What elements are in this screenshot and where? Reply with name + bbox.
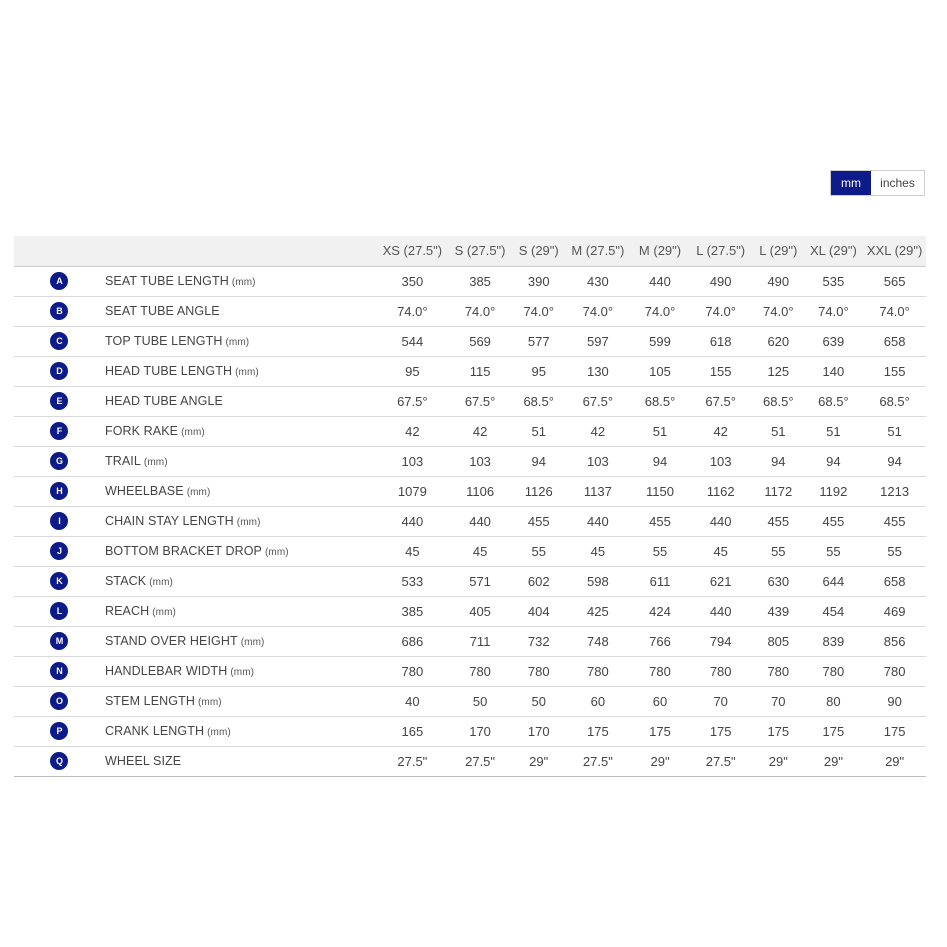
value-cell: 140 [804,356,864,386]
measurement-unit: (mm) [186,487,211,498]
value-cell: 70 [688,686,753,716]
value-cell: 544 [378,326,447,356]
value-cell: 103 [378,446,447,476]
measurement-name-cell [105,506,378,536]
value-cell: 68.5° [863,386,926,416]
value-cell: 780 [632,656,689,686]
table-row [14,626,926,656]
value-cell: 780 [688,656,753,686]
value-cell: 732 [513,626,564,656]
badge-cell [14,656,105,686]
value-cell: 67.5° [378,386,447,416]
value-cell: 74.0° [447,296,514,326]
measurement-name: CRANK LENGTH [104,724,205,738]
value-cell: 780 [564,656,632,686]
value-cell: 80 [804,686,864,716]
value-cell: 27.5" [378,746,447,776]
badge-cell [14,626,105,656]
value-cell: 68.5° [513,386,564,416]
value-cell: 425 [564,596,632,626]
measurement-unit: (mm) [230,667,255,678]
value-cell: 60 [632,686,689,716]
value-cell: 68.5° [804,386,864,416]
value-cell: 45 [378,536,447,566]
value-cell: 175 [804,716,864,746]
measurement-letter-badge: E [50,392,68,410]
value-cell: 490 [688,266,753,296]
value-cell: 74.0° [632,296,689,326]
value-cell: 571 [447,566,514,596]
value-cell: 94 [804,446,864,476]
value-cell: 94 [863,446,926,476]
measurement-name: SEAT TUBE ANGLE [104,304,220,318]
measurement-letter-badge: D [50,362,68,380]
value-cell: 424 [632,596,689,626]
table-row [14,416,926,446]
value-cell: 405 [447,596,514,626]
measurement-letter-badge: B [50,302,68,320]
value-cell: 404 [513,596,564,626]
header-size: M (29") [632,236,689,266]
value-cell: 577 [513,326,564,356]
measurement-unit: (mm) [236,517,261,528]
value-cell: 440 [564,506,632,536]
table-row [14,746,926,776]
measurement-name: CHAIN STAY LENGTH [104,514,234,528]
measurement-unit: (mm) [152,607,176,618]
badge-cell [14,686,105,716]
header-size: M (27.5") [564,236,632,266]
value-cell: 27.5" [564,746,632,776]
value-cell: 602 [513,566,564,596]
table-row [14,476,926,506]
measurement-name-cell [105,686,378,716]
value-cell: 94 [753,446,804,476]
value-cell: 1213 [863,476,926,506]
header-name-blank [105,236,378,266]
table-body [14,266,926,776]
measurement-unit: (mm) [240,637,265,648]
measurement-letter-badge: O [50,692,68,710]
measurement-name: HANDLEBAR WIDTH [104,664,228,678]
measurement-letter-badge: C [50,332,68,350]
measurement-name-cell [105,476,378,506]
value-cell: 125 [753,356,804,386]
value-cell: 103 [688,446,753,476]
value-cell: 55 [863,536,926,566]
measurement-name: HEAD TUBE ANGLE [104,394,223,408]
value-cell: 1172 [753,476,804,506]
value-cell: 1137 [564,476,632,506]
value-cell: 440 [378,506,447,536]
badge-cell [14,536,105,566]
value-cell: 170 [447,716,514,746]
value-cell: 780 [513,656,564,686]
value-cell: 50 [447,686,514,716]
measurement-name-cell [105,626,378,656]
value-cell: 103 [447,446,514,476]
measurement-letter-badge: N [50,662,68,680]
value-cell: 805 [753,626,804,656]
table-row [14,386,926,416]
measurement-unit: (mm) [181,427,205,438]
table-row [14,266,926,296]
inches-unit-button[interactable]: inches [871,171,924,195]
measurement-name-cell [105,536,378,566]
value-cell: 1126 [513,476,564,506]
value-cell: 60 [564,686,632,716]
value-cell: 105 [632,356,689,386]
table-row [14,536,926,566]
badge-cell [14,446,105,476]
value-cell: 644 [804,566,864,596]
value-cell: 68.5° [753,386,804,416]
header-size: S (27.5") [447,236,514,266]
value-cell: 440 [688,506,753,536]
badge-cell [14,596,105,626]
measurement-name-cell [105,446,378,476]
value-cell: 385 [378,596,447,626]
table-row [14,296,926,326]
value-cell: 45 [688,536,753,566]
value-cell: 780 [753,656,804,686]
value-cell: 29" [804,746,864,776]
measurement-name-cell [105,266,378,296]
value-cell: 856 [863,626,926,656]
value-cell: 74.0° [863,296,926,326]
value-cell: 175 [632,716,689,746]
value-cell: 611 [632,566,689,596]
value-cell: 155 [863,356,926,386]
value-cell: 711 [447,626,514,656]
value-cell: 639 [804,326,864,356]
measurement-name-cell [105,356,378,386]
value-cell: 455 [863,506,926,536]
measurement-unit: (mm) [197,697,222,708]
measurement-letter-badge: M [50,632,68,650]
measurement-unit: (mm) [231,277,256,288]
value-cell: 839 [804,626,864,656]
header-size: L (27.5") [688,236,753,266]
value-cell: 175 [564,716,632,746]
value-cell: 55 [632,536,689,566]
value-cell: 454 [804,596,864,626]
value-cell: 55 [804,536,864,566]
value-cell: 535 [804,266,864,296]
value-cell: 170 [513,716,564,746]
badge-cell [14,296,105,326]
measurement-name-cell [105,296,378,326]
value-cell: 780 [447,656,514,686]
measurement-name: STAND OVER HEIGHT [104,634,238,648]
value-cell: 68.5° [632,386,689,416]
measurement-name: HEAD TUBE LENGTH [104,364,233,378]
value-cell: 67.5° [564,386,632,416]
value-cell: 51 [804,416,864,446]
measurement-name: WHEELBASE [104,484,184,498]
value-cell: 385 [447,266,514,296]
value-cell: 658 [863,326,926,356]
value-cell: 175 [863,716,926,746]
header-size: XXL (29") [863,236,926,266]
value-cell: 175 [753,716,804,746]
badge-cell [14,506,105,536]
badge-cell [14,266,105,296]
table-row [14,506,926,536]
measurement-name: WHEEL SIZE [104,754,182,768]
measurement-name: BOTTOM BRACKET DROP [104,544,262,558]
value-cell: 130 [564,356,632,386]
measurement-name-cell [105,386,378,416]
value-cell: 40 [378,686,447,716]
measurement-letter-badge: A [50,272,68,290]
value-cell: 51 [513,416,564,446]
badge-cell [14,476,105,506]
value-cell: 27.5" [688,746,753,776]
value-cell: 565 [863,266,926,296]
value-cell: 390 [513,266,564,296]
measurement-name: TOP TUBE LENGTH [104,334,223,348]
measurement-unit: (mm) [225,337,250,348]
value-cell: 55 [513,536,564,566]
header-badge-blank [14,236,105,266]
value-cell: 597 [564,326,632,356]
value-cell: 748 [564,626,632,656]
measurement-name-cell [105,416,378,446]
value-cell: 569 [447,326,514,356]
measurement-unit: (mm) [143,457,168,468]
badge-cell [14,716,105,746]
measurement-name-cell [105,326,378,356]
measurement-name-cell [105,746,378,776]
measurement-letter-badge: P [50,722,68,740]
value-cell: 74.0° [688,296,753,326]
badge-cell [14,386,105,416]
value-cell: 29" [513,746,564,776]
value-cell: 29" [753,746,804,776]
value-cell: 115 [447,356,514,386]
badge-cell [14,326,105,356]
header-size: XS (27.5") [378,236,447,266]
value-cell: 67.5° [447,386,514,416]
value-cell: 490 [753,266,804,296]
measurement-name-cell [105,716,378,746]
value-cell: 658 [863,566,926,596]
value-cell: 29" [632,746,689,776]
measurement-unit: (mm) [265,547,289,558]
value-cell: 794 [688,626,753,656]
value-cell: 95 [378,356,447,386]
table-row [14,716,926,746]
value-cell: 50 [513,686,564,716]
table-row [14,686,926,716]
value-cell: 780 [804,656,864,686]
measurement-name: REACH [104,604,150,618]
value-cell: 455 [513,506,564,536]
measurement-name: STEM LENGTH [104,694,195,708]
value-cell: 439 [753,596,804,626]
measurement-name-cell [105,596,378,626]
table-row [14,446,926,476]
measurement-name-cell [105,656,378,686]
value-cell: 598 [564,566,632,596]
value-cell: 90 [863,686,926,716]
value-cell: 621 [688,566,753,596]
value-cell: 469 [863,596,926,626]
value-cell: 165 [378,716,447,746]
value-cell: 440 [688,596,753,626]
value-cell: 27.5" [447,746,514,776]
measurement-name: TRAIL [104,454,141,468]
header-size: S (29") [513,236,564,266]
header-size: XL (29") [804,236,864,266]
table-row [14,356,926,386]
value-cell: 1106 [447,476,514,506]
table-row [14,566,926,596]
value-cell: 45 [447,536,514,566]
value-cell: 74.0° [804,296,864,326]
measurement-letter-badge: H [50,482,68,500]
value-cell: 175 [688,716,753,746]
value-cell: 42 [378,416,447,446]
value-cell: 51 [863,416,926,446]
table-row [14,326,926,356]
measurement-letter-badge: I [50,512,68,530]
value-cell: 74.0° [753,296,804,326]
measurement-letter-badge: L [50,602,68,620]
badge-cell [14,356,105,386]
value-cell: 630 [753,566,804,596]
table-header-row [14,236,926,266]
value-cell: 51 [632,416,689,446]
value-cell: 74.0° [378,296,447,326]
value-cell: 686 [378,626,447,656]
value-cell: 74.0° [564,296,632,326]
value-cell: 455 [632,506,689,536]
value-cell: 51 [753,416,804,446]
badge-cell [14,566,105,596]
value-cell: 455 [753,506,804,536]
value-cell: 430 [564,266,632,296]
unit-toggle [830,170,925,196]
badge-cell [14,416,105,446]
measurement-unit: (mm) [207,727,231,738]
value-cell: 440 [632,266,689,296]
measurement-unit: (mm) [235,367,259,378]
measurement-name: SEAT TUBE LENGTH [104,274,229,288]
measurement-name: FORK RAKE [104,424,179,438]
mm-unit-button[interactable]: mm [831,171,871,195]
value-cell: 618 [688,326,753,356]
value-cell: 1150 [632,476,689,506]
measurement-name: STACK [104,574,147,588]
measurement-letter-badge: Q [50,752,68,770]
value-cell: 1162 [688,476,753,506]
badge-cell [14,746,105,776]
value-cell: 440 [447,506,514,536]
geometry-table [14,236,926,777]
measurement-unit: (mm) [149,577,173,588]
value-cell: 70 [753,686,804,716]
header-size: L (29") [753,236,804,266]
value-cell: 620 [753,326,804,356]
value-cell: 67.5° [688,386,753,416]
value-cell: 74.0° [513,296,564,326]
measurement-letter-badge: G [50,452,68,470]
value-cell: 103 [564,446,632,476]
measurement-name-cell [105,566,378,596]
measurement-letter-badge: K [50,572,68,590]
measurement-letter-badge: F [50,422,68,440]
value-cell: 155 [688,356,753,386]
value-cell: 766 [632,626,689,656]
value-cell: 533 [378,566,447,596]
value-cell: 55 [753,536,804,566]
value-cell: 780 [378,656,447,686]
value-cell: 94 [632,446,689,476]
value-cell: 780 [863,656,926,686]
value-cell: 29" [863,746,926,776]
value-cell: 42 [688,416,753,446]
measurement-letter-badge: J [50,542,68,560]
value-cell: 350 [378,266,447,296]
value-cell: 455 [804,506,864,536]
value-cell: 42 [564,416,632,446]
table-row [14,656,926,686]
value-cell: 1079 [378,476,447,506]
value-cell: 42 [447,416,514,446]
table-row [14,596,926,626]
value-cell: 94 [513,446,564,476]
value-cell: 95 [513,356,564,386]
value-cell: 1192 [804,476,864,506]
value-cell: 599 [632,326,689,356]
value-cell: 45 [564,536,632,566]
